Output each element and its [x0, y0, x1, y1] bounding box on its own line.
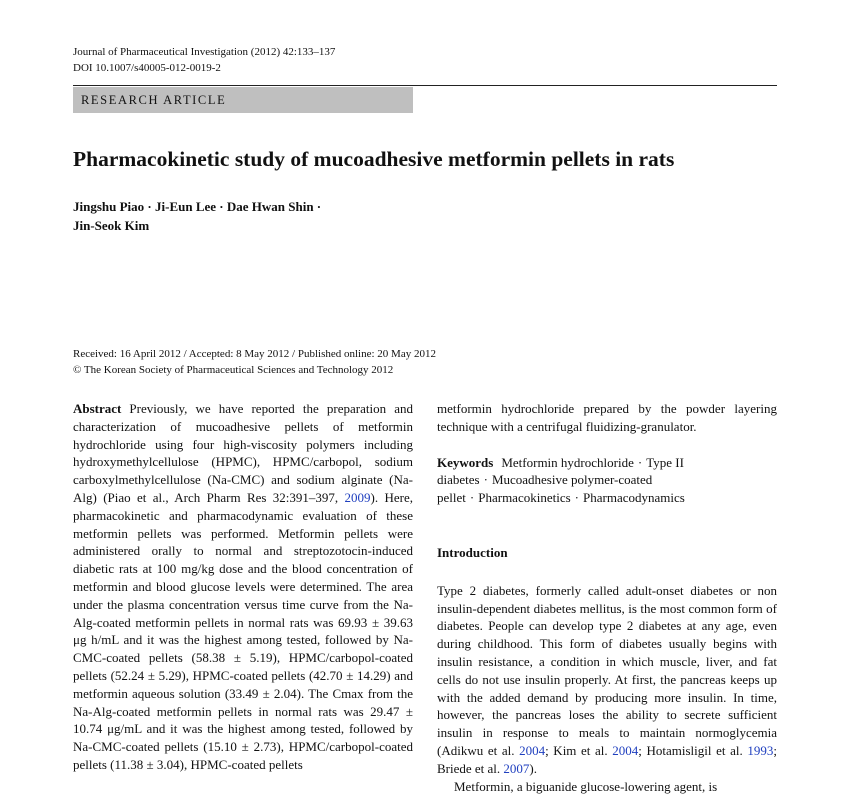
citation-link[interactable]: 2004 — [612, 742, 639, 758]
keywords-label: Keywords — [437, 454, 494, 470]
journal-citation: Journal of Pharmaceutical Investigation (2012) 42:133–137 — [73, 46, 336, 58]
abstract-citation-link[interactable]: 2009 — [344, 489, 371, 505]
citation-link[interactable]: 2007 — [503, 760, 530, 776]
citation-link[interactable]: 1993 — [747, 742, 774, 758]
keyword-item: Metformin hydrochloride — [501, 454, 634, 470]
keyword-item: Type II diabetes — [437, 454, 684, 488]
abstract-label: Abstract — [73, 401, 122, 416]
article-title: Pharmacokinetic study of mucoadhesive metformin pellets in rats — [73, 147, 675, 171]
authors-line-2: Jin-Seok Kim — [73, 218, 150, 233]
keyword-item: Mucoadhesive polymer-coated pellet — [437, 472, 653, 506]
introduction-heading: Introduction — [437, 544, 508, 560]
author-list — [73, 197, 321, 235]
abstract-continuation: metformin hydrochloride prepared by the powder layering technique with a centrifugal fluidizing-granulator. — [437, 401, 777, 434]
abstract-text-b: ). Here, pharmacokinetic and pharmacodynamic evaluation of these metformin pellets was performed. Metformin pellets were administered orally to normal and streptozotocin-induced diabetic rats at 100 mg/kg dose and the blood concentration of metformin and blood glucose levels were determined. The area under the plasma concentration versus time curve from the Na-Alg-coated metformin pellets in normal rats was 69.93 ± 39.63 μg h/mL and it was the highest among tested, followed by Na-CMC-coated pellets (58.38 ± 5.19), HPMC/carbopol-coated pellets (52.24 ± 5.29), HPMC-coated pellets (42.70 ± 14.29) and metformin aqueous solution (33.49 ± 2.04). The Cmax from the Na-Alg-coated metformin pellets in normal rats was 29.47 ± 10.74 μg/mL and it was the highest among tested, followed by Na-CMC-coated pellets (15.10 ± 2.73), HPMC/carbopol-coated pellets (11.38 ± 3.04), HPMC-coated pellets — [73, 489, 413, 772]
journal-header — [73, 44, 335, 76]
authors-line-1: Jingshu Piao · Ji-Eun Lee · Dae Hwan Shin · — [73, 199, 322, 214]
abstract-text-a: Previously, we have reported the preparation and characterization of mucoadhesive pellets of metformin hydrochloride using four high-viscosity polymers including hydroxymethylcellulose (HPMC), HPMC/carbopol, sodium carboxylmethylcellulose (Na-CMC) and sodium alginate (Na-Alg) (Piao et al., Arch Pharm Res 32:391–397, — [73, 401, 413, 505]
header-rule — [73, 85, 777, 86]
doi: DOI 10.1007/s40005-012-0019-2 — [73, 62, 221, 74]
keywords: Keywords Metformin hydrochloride · Type II diabetes · Mucoadhesive polymer-coated pellet · Pharmacokinetics · Pharmacodynamics — [437, 454, 685, 506]
abstract — [73, 400, 413, 774]
copyright-line: © The Korean Society of Pharmaceutical Sciences and Technology 2012 — [73, 364, 394, 376]
date-line: Received: 16 April 2012 / Accepted: 8 May 2012 / Published online: 20 May 2012 — [73, 348, 436, 360]
keyword-item: Pharmacokinetics — [478, 490, 571, 506]
introduction-paragraph-2: Metformin, a biguanide glucose-lowering agent, is — [454, 778, 718, 794]
article-type-banner: RESEARCH ARTICLE — [73, 87, 413, 113]
left-column — [73, 400, 413, 774]
citation-link[interactable]: 2004 — [519, 742, 546, 758]
introduction-paragraph-1: Type 2 diabetes, formerly called adult-onset diabetes or non insulin-dependent diabetes mellitus, is the most common form of diabetes. People can develop type 2 diabetes at any age, even during childhood. This form of diabetes usually begins with insulin resistance, a condition in which muscle, liver, and fat cells do not use insulin properly. At first, the pancreas keeps up with the added demand by producing more insulin. In time, however, the pancreas loses the ability to secrete sufficient insulin in response to meals to maintain normoglycemia (Adikwu et al. 2004; Kim et al. 2004; Hotamisligil et al. 1993; Briede et al. 2007). — [437, 582, 777, 776]
keyword-item: Pharmacodynamics — [583, 490, 685, 506]
right-column — [437, 400, 777, 795]
publication-dates — [73, 346, 436, 378]
